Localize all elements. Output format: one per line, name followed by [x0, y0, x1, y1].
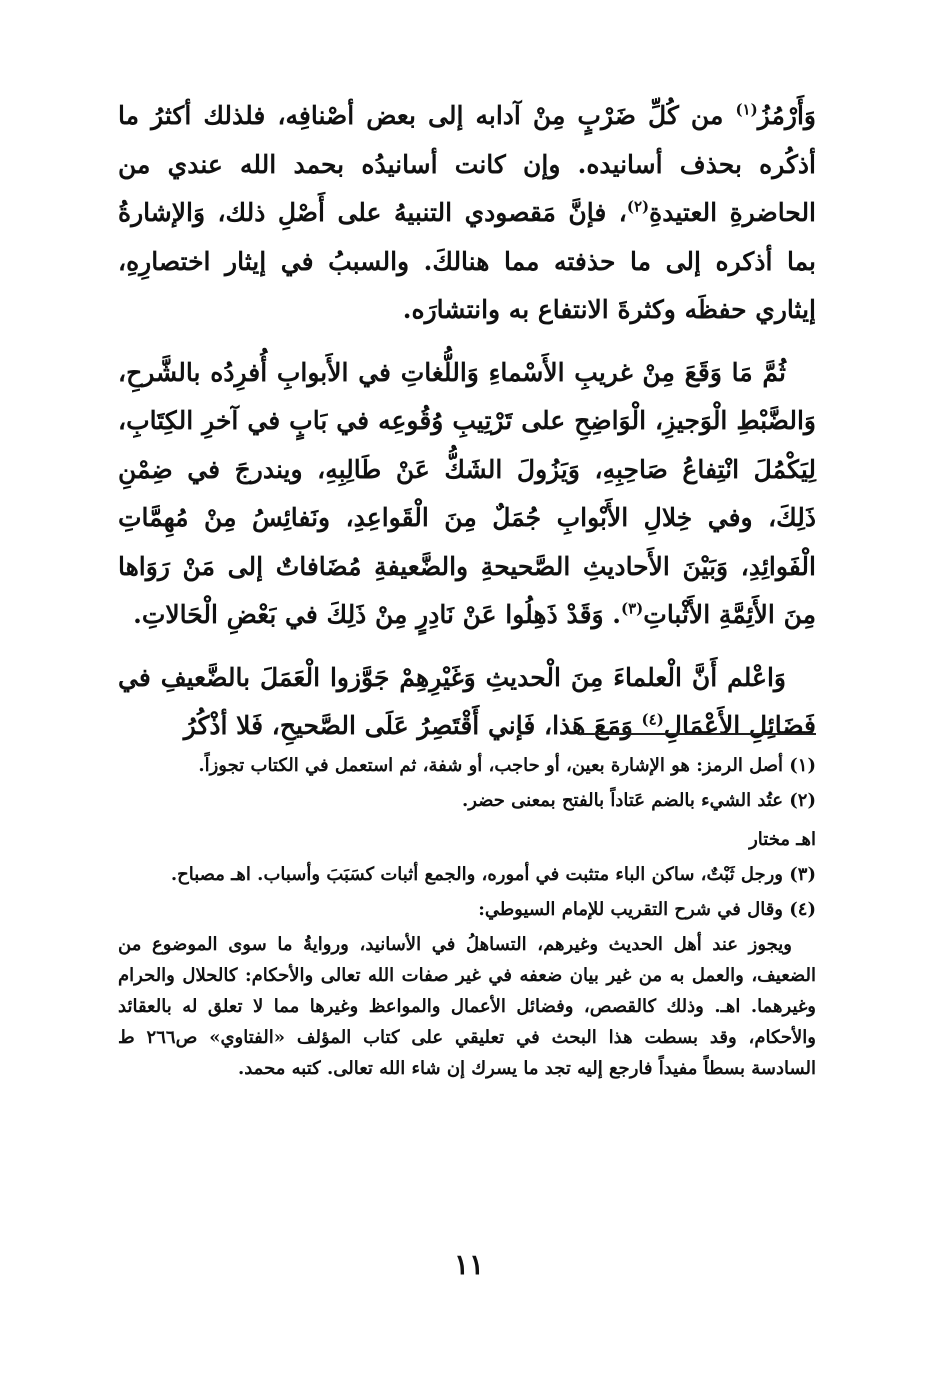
paragraph-1 — [118, 92, 816, 335]
footnotes — [118, 750, 816, 1088]
footnote-2: (٢) عتُد الشيء بالضم عَتاداً بالفتح بمعنى حضر. — [461, 790, 816, 811]
footnote-ref-3[interactable]: (٣) — [621, 599, 644, 618]
footnote-4-quote: ويجوز عند أهل الحديث وغيرهم، التساهلُ في الأسانيد، وروايةُ ما سوى الموضوع من الضعيف، والعمل به من غير بيان ضعفه في غير صفات الله تعالى والأحكام: كالحلال والحرام وغيرهما. اهـ. وذلك كالقصص، وفضائل الأعمال والمواعظ وغيرها مما لا تعلق له بالعقائد والأحكام، وقد بسطت هذا البحث في تعليقي على كتاب المؤلف «الفتاوي» ص٢٦٦ ط السادسة بسطاً مفيداً فارجع إليه تجد ما يسرك إن شاء الله تعالى. كتبه محمد. — [118, 934, 817, 1079]
paragraph-3-text-a: وَاعْلم أَنَّ الْعلماءَ مِنَ الْحديثِ وَغَيْرِهِمْ جَوَّزوا الْعَمَلَ بالضَّعيفِ في فَضَائِلِ الأَعْمَالِ — [118, 662, 816, 740]
footnote-2-source: اهـ مختار — [749, 829, 816, 850]
footnote-ref-4[interactable]: (٤) — [641, 710, 664, 729]
footnote-separator — [578, 733, 816, 735]
page-number: ١١ — [453, 1248, 485, 1281]
paragraph-1-text-a: وَأَرْمُزُ — [757, 101, 816, 130]
paragraph-2-text-b: . وَقَدْ ذَهِلُوا عَنْ نَادِرٍ مِنْ ذَلِكَ في بَعْضِ الْحَالاتِ. — [133, 600, 621, 629]
paragraph-3-text-b: وَمَعَ هَذا، فَإني أَقْتَصِرُ عَلَى الصَّحيحِ، فَلا أذْكُرُ — [183, 711, 642, 740]
footnote-4-intro: (٤) وقال في شرح التقريب للإمام السيوطي: — [478, 899, 816, 920]
paragraph-3 — [118, 654, 816, 751]
main-text — [118, 92, 816, 765]
paragraph-2-text-a: ثُمَّ مَا وَقَعَ مِنْ غريبِ الأَسْماءِ وَاللُّغاتِ في الأَبوابِ أُفرِدُه بالشَّرحِ، وَالضَّبْطِ الْوَجيزِ، الْوَاضِحِ على تَرْتِيبِ وُقُوعِه في بَابٍ في آخرِ الكِتَابِ، لِيَكْمُلَ انْتِفاعُ صَاحِبِهِ، وَيَزُولَ الشَكُّ عَنْ طَالِبِهِ، ويندرجَ في ضِمْنِ ذَلِكَ، وفي خِلالِ الأَبْوابِ جُمَلٌ مِنَ الْقَواعِدِ، ونَفائِسُ مِنْ مُهِمَّاتِ الْفَوائِدِ، وَبَيْنَ الأَحاديثِ الصَّحيحةِ والضَّعيفةِ مُضَافاتٌ إلى مَنْ رَوَاها مِنَ الأَئِمَّةِ الأَثْباتِ — [118, 357, 816, 629]
footnote-ref-1[interactable]: (١) — [735, 100, 758, 119]
footnote-1: (١) أصل الرمز: هو الإشارة بعين، أو حاجب، أو شفة، ثم استعمل في الكتاب تجوزاً. — [198, 755, 816, 776]
paragraph-1-text-c: ، فإنَّ مَقصودي التنبيهُ على أَصْلِ ذلك، وَالإشارةُ بما أذكره إلى ما حذفته مما هنالكَ. والسببُ في إيثار اختصارِهِ، إيثاري حفظَه وكثرةَ الانتفاع به وانتشارَه. — [118, 198, 816, 324]
footnote-ref-2[interactable]: (٢) — [626, 197, 650, 216]
paragraph-1-text-b: من كُلِّ ضَرْبٍ مِنْ آدابه إلى بعض أصْنافِه، فلذلك أكثرُ ما أذكُره بحذف أسانيده. وإن كانت أسانيدُه بحمد الله عندي من الحاضرةِ العتيدةِ — [118, 101, 817, 227]
paragraph-2 — [118, 349, 816, 640]
footnote-3: (٣) ورجل ثَبْتٌ، ساكن الباء متثبت في أموره، والجمع أثبات كسَبَبَ وأسباب. اهـ مصباح. — [170, 864, 816, 885]
